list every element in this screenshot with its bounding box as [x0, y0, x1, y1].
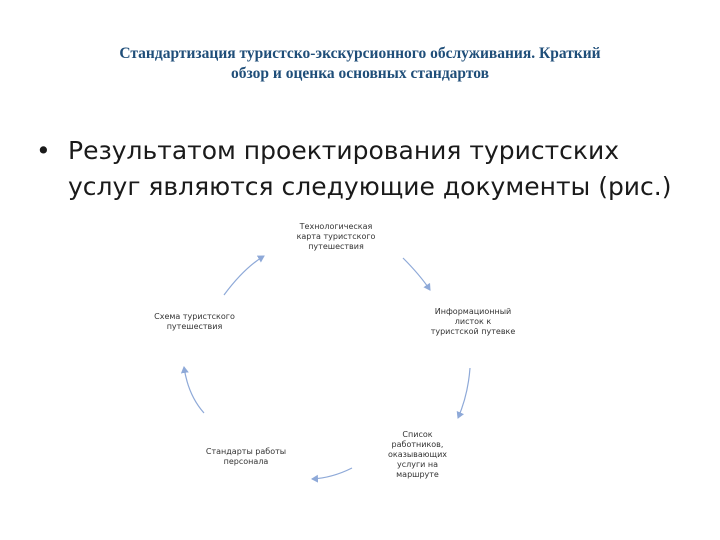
node-text-line: оказывающих: [387, 450, 448, 459]
node-text-line: путешествия: [166, 322, 223, 331]
cycle-arrow-2: [458, 368, 470, 418]
cycle-node-route-scheme: [132, 312, 257, 332]
slide-title-line-2: обзор и оценка основных стандартов: [231, 65, 489, 82]
node-text-line: Информационный: [434, 307, 512, 316]
bullet-text: Результатом проектирования туристских услуг являются следующие документы (рис.): [68, 136, 672, 201]
bullet-marker: •: [36, 136, 51, 165]
node-text-line: маршруте: [396, 470, 439, 479]
node-text-line: путешествия: [308, 242, 364, 251]
cycle-arrow-1: [403, 258, 430, 290]
cycle-node-staff-standards: [186, 447, 306, 467]
node-text-line: листок к: [454, 317, 492, 326]
cycle-arrow-4: [184, 367, 204, 413]
node-text-line: карта туристского: [296, 232, 376, 241]
node-text-line: Список: [402, 430, 433, 439]
node-text-line: туристской путевке: [430, 327, 516, 336]
cycle-arrow-3: [312, 468, 352, 479]
cycle-node-info-sheet: [408, 307, 538, 337]
slide-title-line-1: Стандартизация туристско-экскурсионного обслуживания. Краткий: [119, 45, 601, 62]
node-text-line: Стандарты работы: [205, 447, 287, 456]
node-text-line: Схема туристского: [154, 312, 235, 321]
cycle-node-staff-list: [365, 430, 470, 480]
node-text-line: персонала: [223, 457, 269, 466]
node-text-line: Технологическая: [299, 222, 373, 231]
node-text-line: услуги на: [396, 460, 439, 469]
cycle-node-tech-map: [266, 222, 406, 252]
node-text-line: работников,: [391, 440, 444, 449]
cycle-arrow-5: [224, 256, 264, 295]
